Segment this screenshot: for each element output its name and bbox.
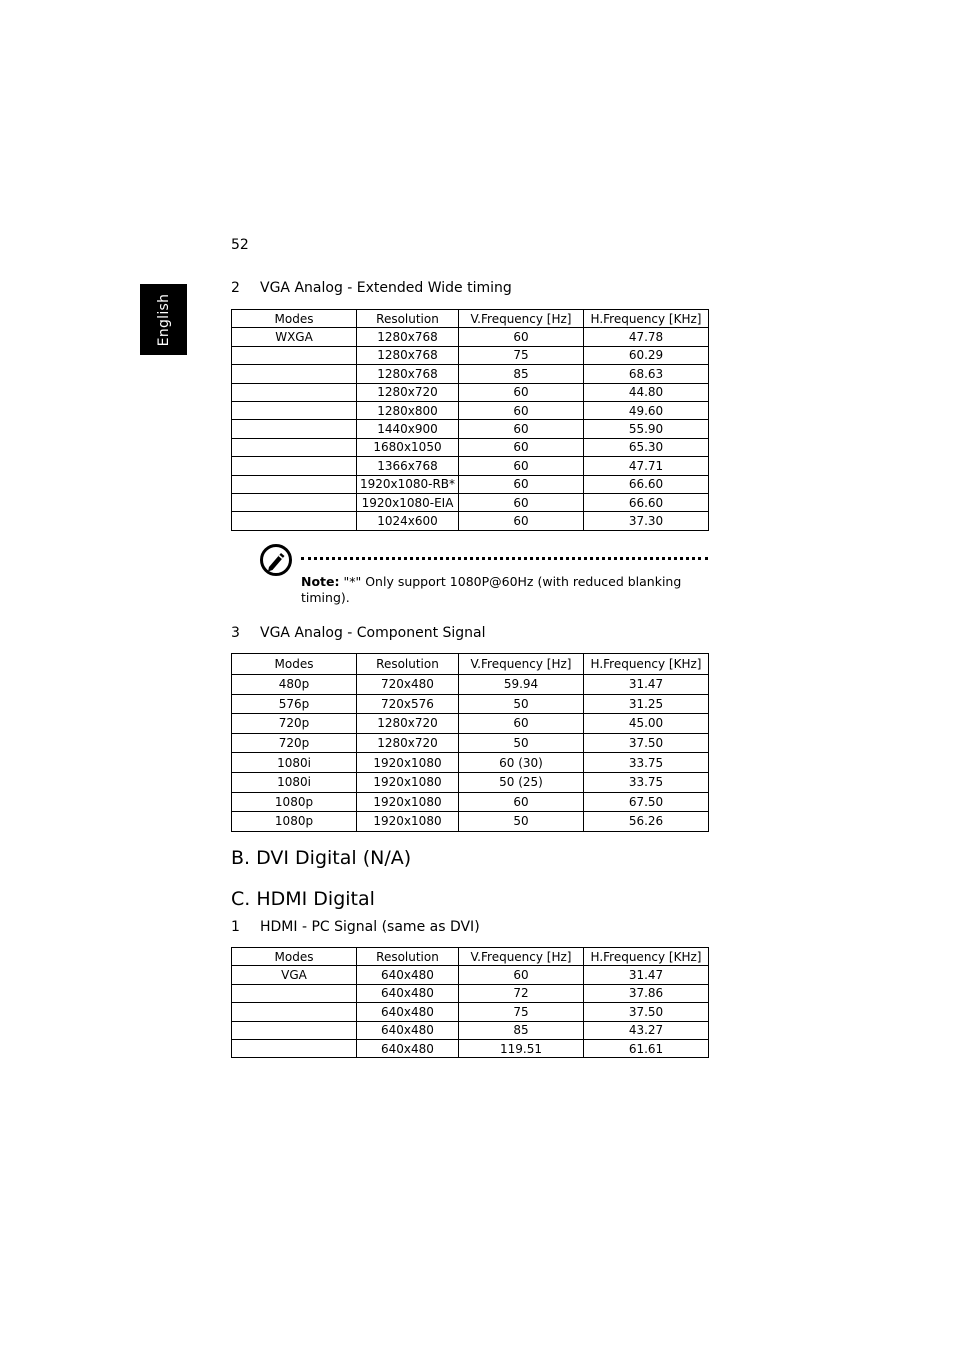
header-modes: Modes	[232, 948, 357, 966]
cell-mode: 480p	[232, 675, 357, 695]
cell-h-frequency: 44.80	[584, 383, 709, 401]
cell-h-frequency: 43.27	[584, 1021, 709, 1039]
header-modes: Modes	[232, 310, 357, 328]
table-row	[232, 694, 709, 714]
note-body: "*" Only support 1080P@60Hz (with reduced blanking timing).	[301, 574, 682, 605]
table-row	[232, 1039, 709, 1057]
cell-resolution: 1024x600	[357, 512, 459, 530]
section-number: 2	[231, 280, 240, 296]
cell-resolution: 640x480	[357, 1003, 459, 1021]
cell-h-frequency: 67.50	[584, 792, 709, 812]
cell-h-frequency: 65.30	[584, 438, 709, 456]
hdmi-pc-signal-table	[231, 947, 709, 1058]
cell-resolution: 1920x1080	[357, 812, 459, 832]
cell-resolution: 640x480	[357, 984, 459, 1002]
cell-mode	[232, 420, 357, 438]
table-header-row	[232, 654, 709, 675]
cell-v-frequency: 50	[459, 733, 584, 753]
header-modes: Modes	[232, 654, 357, 675]
cell-mode	[232, 493, 357, 511]
cell-mode: 720p	[232, 714, 357, 734]
table-row	[232, 328, 709, 346]
cell-v-frequency: 60	[459, 714, 584, 734]
cell-v-frequency: 50	[459, 694, 584, 714]
cell-resolution: 640x480	[357, 1039, 459, 1057]
table-row	[232, 1021, 709, 1039]
cell-resolution: 1440x900	[357, 420, 459, 438]
cell-resolution: 640x480	[357, 1021, 459, 1039]
cell-resolution: 1280x768	[357, 346, 459, 364]
table-header-row	[232, 948, 709, 966]
table-row	[232, 365, 709, 383]
cell-resolution: 1920x1080	[357, 792, 459, 812]
cell-h-frequency: 31.47	[584, 675, 709, 695]
section-title-text: HDMI - PC Signal (same as DVI)	[260, 919, 480, 935]
table-row	[232, 383, 709, 401]
cell-v-frequency: 60	[459, 457, 584, 475]
cell-h-frequency: 47.71	[584, 457, 709, 475]
cell-resolution: 1920x1080-RB*	[357, 475, 459, 493]
cell-resolution: 1280x800	[357, 401, 459, 419]
cell-resolution: 1680x1050	[357, 438, 459, 456]
cell-h-frequency: 66.60	[584, 475, 709, 493]
table-row	[232, 966, 709, 984]
cell-resolution: 640x480	[357, 966, 459, 984]
cell-v-frequency: 72	[459, 984, 584, 1002]
section-number: 3	[231, 625, 240, 641]
cell-mode	[232, 1021, 357, 1039]
cell-v-frequency: 60	[459, 475, 584, 493]
header-resolution: Resolution	[357, 310, 459, 328]
table-row	[232, 1003, 709, 1021]
cell-v-frequency: 75	[459, 1003, 584, 1021]
cell-h-frequency: 33.75	[584, 753, 709, 773]
cell-mode	[232, 383, 357, 401]
table-row	[232, 346, 709, 364]
table-row	[232, 733, 709, 753]
cell-mode: 1080i	[232, 753, 357, 773]
cell-mode	[232, 475, 357, 493]
cell-v-frequency: 59.94	[459, 675, 584, 695]
cell-h-frequency: 66.60	[584, 493, 709, 511]
cell-v-frequency: 60	[459, 328, 584, 346]
table-row	[232, 772, 709, 792]
cell-h-frequency: 49.60	[584, 401, 709, 419]
cell-mode: 720p	[232, 733, 357, 753]
section-3-title	[231, 625, 486, 641]
cell-mode	[232, 365, 357, 383]
table-row	[232, 753, 709, 773]
component-signal-table	[231, 653, 709, 832]
note-divider	[301, 557, 708, 560]
cell-resolution: 1280x720	[357, 714, 459, 734]
cell-resolution: 1280x720	[357, 733, 459, 753]
cell-mode	[232, 457, 357, 475]
cell-h-frequency: 45.00	[584, 714, 709, 734]
table-row	[232, 457, 709, 475]
table-row	[232, 512, 709, 530]
cell-h-frequency: 37.86	[584, 984, 709, 1002]
cell-mode	[232, 1003, 357, 1021]
cell-mode: 1080p	[232, 812, 357, 832]
note-text	[301, 574, 701, 606]
cell-v-frequency: 50	[459, 812, 584, 832]
language-tab	[140, 284, 187, 355]
cell-v-frequency: 75	[459, 346, 584, 364]
section-2-title	[231, 280, 512, 296]
cell-h-frequency: 55.90	[584, 420, 709, 438]
cell-h-frequency: 31.47	[584, 966, 709, 984]
cell-v-frequency: 60	[459, 966, 584, 984]
heading-hdmi-digital: C. HDMI Digital	[231, 888, 375, 910]
cell-mode	[232, 512, 357, 530]
cell-h-frequency: 31.25	[584, 694, 709, 714]
page-number: 52	[231, 237, 249, 253]
section-number: 1	[231, 919, 240, 935]
cell-v-frequency: 60	[459, 420, 584, 438]
header-v-frequency: V.Frequency [Hz]	[459, 654, 584, 675]
cell-v-frequency: 50 (25)	[459, 772, 584, 792]
header-v-frequency: V.Frequency [Hz]	[459, 948, 584, 966]
cell-v-frequency: 85	[459, 365, 584, 383]
cell-h-frequency: 68.63	[584, 365, 709, 383]
cell-v-frequency: 60	[459, 792, 584, 812]
cell-mode: 1080p	[232, 792, 357, 812]
table-row	[232, 493, 709, 511]
cell-v-frequency: 60 (30)	[459, 753, 584, 773]
header-h-frequency: H.Frequency [KHz]	[584, 948, 709, 966]
cell-resolution: 1280x768	[357, 365, 459, 383]
cell-h-frequency: 47.78	[584, 328, 709, 346]
header-resolution: Resolution	[357, 654, 459, 675]
cell-mode	[232, 401, 357, 419]
note-label: Note:	[301, 574, 340, 589]
cell-mode	[232, 438, 357, 456]
header-h-frequency: H.Frequency [KHz]	[584, 310, 709, 328]
cell-v-frequency: 60	[459, 401, 584, 419]
table-row	[232, 401, 709, 419]
table-row	[232, 438, 709, 456]
section-title-text: VGA Analog - Extended Wide timing	[260, 280, 512, 296]
cell-h-frequency: 37.50	[584, 1003, 709, 1021]
cell-resolution: 1920x1080-EIA	[357, 493, 459, 511]
table-header-row	[232, 310, 709, 328]
table-row	[232, 420, 709, 438]
cell-resolution: 720x576	[357, 694, 459, 714]
cell-resolution: 1280x768	[357, 328, 459, 346]
cell-v-frequency: 85	[459, 1021, 584, 1039]
note-pen-icon	[259, 543, 293, 577]
table-row	[232, 675, 709, 695]
cell-mode: WXGA	[232, 328, 357, 346]
cell-resolution: 1280x720	[357, 383, 459, 401]
cell-resolution: 1920x1080	[357, 772, 459, 792]
header-h-frequency: H.Frequency [KHz]	[584, 654, 709, 675]
cell-mode: 1080i	[232, 772, 357, 792]
cell-mode	[232, 984, 357, 1002]
cell-v-frequency: 60	[459, 493, 584, 511]
cell-mode: 576p	[232, 694, 357, 714]
cell-v-frequency: 60	[459, 438, 584, 456]
cell-h-frequency: 33.75	[584, 772, 709, 792]
cell-resolution: 720x480	[357, 675, 459, 695]
cell-resolution: 1920x1080	[357, 753, 459, 773]
table-row	[232, 812, 709, 832]
section-c1-title	[231, 919, 480, 935]
header-resolution: Resolution	[357, 948, 459, 966]
cell-h-frequency: 61.61	[584, 1039, 709, 1057]
table-row	[232, 475, 709, 493]
table-row	[232, 984, 709, 1002]
cell-h-frequency: 37.30	[584, 512, 709, 530]
section-title-text: VGA Analog - Component Signal	[260, 625, 486, 641]
cell-v-frequency: 119.51	[459, 1039, 584, 1057]
cell-v-frequency: 60	[459, 383, 584, 401]
cell-h-frequency: 60.29	[584, 346, 709, 364]
table-row	[232, 714, 709, 734]
cell-mode: VGA	[232, 966, 357, 984]
cell-resolution: 1366x768	[357, 457, 459, 475]
extended-wide-timing-table	[231, 309, 709, 531]
cell-h-frequency: 37.50	[584, 733, 709, 753]
cell-mode	[232, 346, 357, 364]
cell-mode	[232, 1039, 357, 1057]
heading-dvi-digital: B. DVI Digital (N/A)	[231, 847, 412, 869]
cell-v-frequency: 60	[459, 512, 584, 530]
header-v-frequency: V.Frequency [Hz]	[459, 310, 584, 328]
table-row	[232, 792, 709, 812]
language-tab-label: English	[155, 293, 172, 346]
cell-h-frequency: 56.26	[584, 812, 709, 832]
